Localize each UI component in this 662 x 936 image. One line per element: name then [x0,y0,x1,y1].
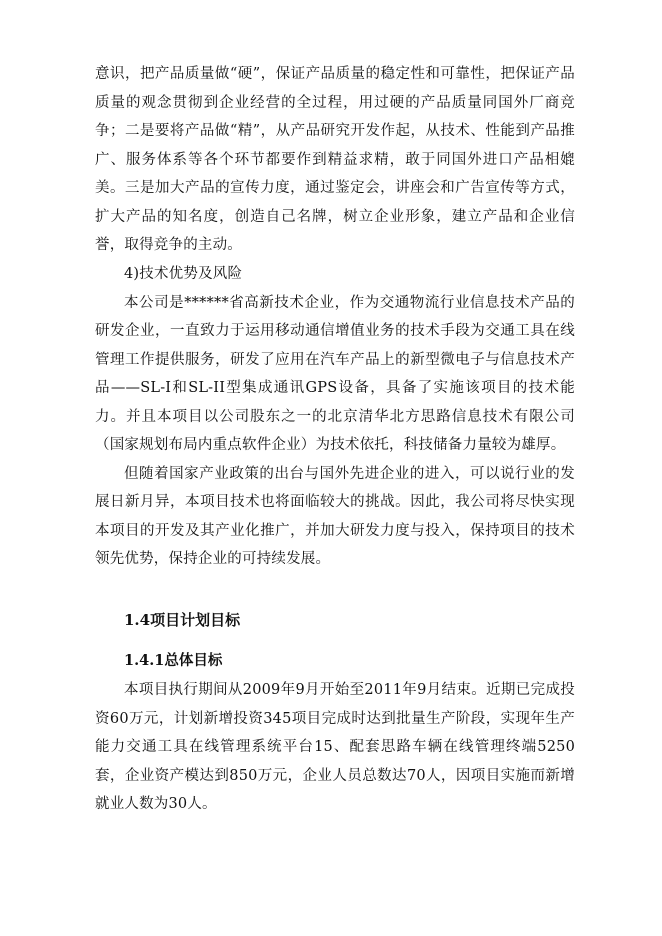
paragraph-overall-goal: 本项目执行期间从2009年9月开始至2011年9月结束。近期已完成投资60万元，计划新增投资345项目完成时达到批量生产阶段，实现年生产能力交通工具在线管理系统平台15、配套思路车辆在线管理终端5250套，企业资产模达到850万元，企业人员总数达70人，因项目实施而新增就业人数为30人。 [95,682,575,812]
paragraph-quality-strategy: 意识，把产品质量做“硬”，保证产品质量的稳定性和可靠性，把保证产品质量的观念贯彻到企业经营的全过程，用过硬的产品质量同国外厂商竞争；二是要将产品做“精”，从产品研究开发作起，从技术、性能到产品推广、服务体系等各个环节都要作到精益求精，敢于同国外进口产品相媲美。三是加大产品的宣传力度，通过鉴定会，讲座会和广告宣传等方式，扩大产品的知名度，创造自己名牌，树立企业形象，建立产品和企业信誉，取得竞争的主动。 [95,66,575,253]
paragraph-tech-advantage: 本公司是******省高新技术企业，作为交通物流行业信息技术产品的研发企业，一直致力于运用移动通信增值业务的技术手段为交通工具在线管理工作提供服务，研发了应用在汽车产品上的新型微电子与信息技术产品——SL-I和SL-II型集成通讯GPS设备，具备了实施该项目的技术能力。并且本项目以公司股东之一的北京清华北方思路信息技术有限公司（国家规划布局内重点软件企业）为技术依托，科技储备力量较为雄厚。 [95,294,575,453]
section-heading-project-goals: 1.4项目计划目标 [124,611,241,629]
overall-goal-block [95,676,575,819]
continued-paragraph-block [95,60,575,260]
paragraph-tech-risk: 但随着国家产业政策的出台与国外先进企业的进入，可以说行业的发展日新月异，本项目技术也将面临较大的挑战。因此，我公司将尽快实现本项目的开发及其产业化推广，并加大研发力度与投入，保持项目的技术领先优势，保持企业的可持续发展。 [95,465,575,567]
subheading-tech-advantage: 4)技术优势及风险 [124,266,243,282]
subsection-heading-overall-goal: 1.4.1总体目标 [124,652,223,669]
tech-section-block [95,260,575,574]
